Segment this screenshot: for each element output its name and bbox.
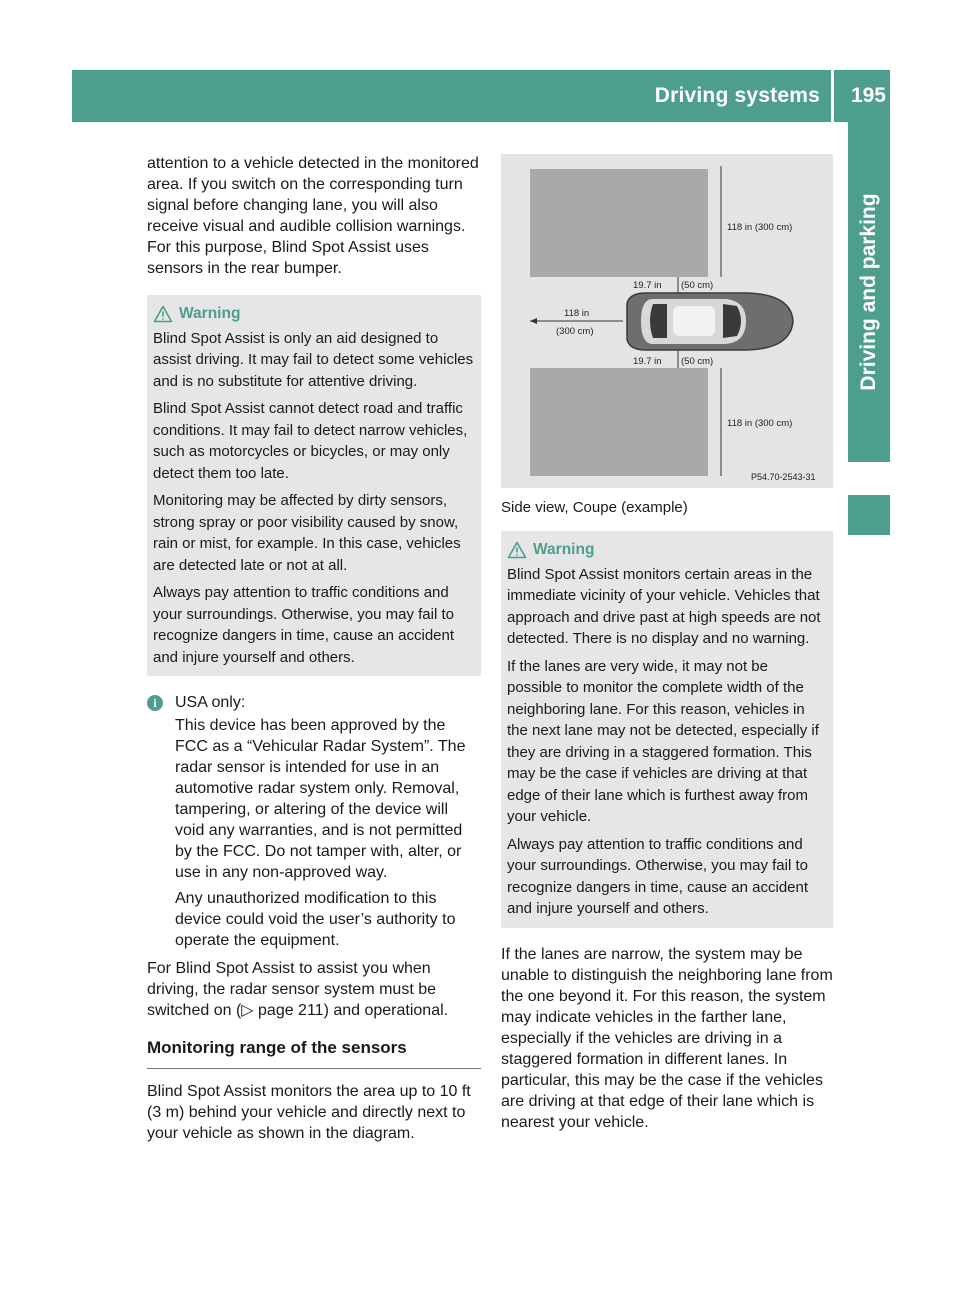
right-column: [501, 497, 833, 1133]
warning-triangle-icon: [507, 541, 527, 559]
dim-label-gap-bottom-metric: (50 cm): [681, 356, 714, 367]
side-tab-marker: [848, 495, 890, 535]
info-paragraph: This device has been approved by the FCC as a “Vehicular Radar System”. The radar sensor is intended for use in an automotive radar system only. Removal, tampering, or altering of the device will void any warranties, and is not permitted by the FCC. Do not tamper with, alter, or use in any non-approved way.: [175, 717, 466, 881]
diagram-svg: [501, 154, 833, 488]
figure-code: P54.70-2543-31: [751, 472, 816, 482]
header-divider: [831, 70, 834, 122]
dim-label-bottom-zone: 118 in (300 cm): [727, 418, 793, 429]
warning-paragraph: Blind Spot Assist is only an aid designed to assist driving. It may fail to detect some vehicles and is no substitute for attentive driving.: [153, 329, 474, 390]
chapter-title: Driving systems: [654, 84, 820, 107]
page-header: [72, 70, 890, 122]
page-number: 195: [850, 84, 886, 107]
intro-paragraph: attention to a vehicle detected in the monitored area. If you switch on the corresponding turn signal before changing lane, you will also receive visual and audible collision warnings. For this purpose, Blind Spot Assist uses sensors in the rear bumper.: [147, 155, 479, 277]
warning-triangle-icon: [153, 305, 173, 323]
warning-heading: [507, 539, 827, 561]
info-icon: i: [147, 695, 163, 711]
warning-label: Warning: [533, 541, 595, 558]
warning-paragraph: Always pay attention to traffic conditions and your surroundings. Otherwise, you may fail to recognize dangers in time, cause an accident and injure yourself and others.: [507, 835, 809, 917]
warning-paragraph: If the lanes are very wide, it may not be possible to monitor the complete width of the neighboring lane. For this reason, vehicles in the next lane may not be detected, especially if they are driving in a staggered formation. This may be the case if vehicles are driving at that edge of their lane which is furthest away from your vehicle.: [507, 657, 819, 825]
section-paragraph: Blind Spot Assist monitors the area up to 10 ft (3 m) behind your vehicle and directly next to your vehicle as shown in the diagram.: [147, 1083, 471, 1142]
info-heading: USA only:: [175, 694, 246, 711]
info-paragraph: Any unauthorized modification to this device could void the user’s authority to operate the equipment.: [175, 890, 456, 949]
warning-box: [501, 531, 833, 928]
dim-label-rear-metric: (300 cm): [556, 326, 594, 337]
car-top-view: [627, 293, 793, 350]
blind-spot-diagram: [501, 154, 833, 488]
info-body: [175, 692, 481, 956]
warning-paragraph: Monitoring may be affected by dirty sensors, strong spray or poor visibility caused by snow, rain or mist, for example. In this case, vehicles are detected late or not at all.: [153, 492, 461, 574]
dim-label-gap-top-metric: (50 cm): [681, 280, 714, 291]
dim-label-gap-top: 19.7 in: [633, 280, 662, 291]
warning-paragraph: Blind Spot Assist monitors certain areas in the immediate vicinity of your vehicle. Vehicles that approach and drive past at high speeds are not detected. There is no display and no warning.: [507, 565, 821, 647]
dim-label-rear: 118 in: [564, 308, 590, 319]
warning-paragraph: Always pay attention to traffic conditions and your surroundings. Otherwise, you may fail to recognize dangers in time, cause an accident and injure yourself and others.: [153, 584, 455, 666]
side-tab-label-wrap: [848, 122, 890, 462]
side-tab-label: Driving and parking: [857, 193, 880, 391]
activation-paragraph: For Blind Spot Assist to assist you when driving, the radar sensor system must be switched on (▷ page 211) and operational.: [147, 960, 449, 1019]
figure-caption: Side view, Coupe (example): [501, 499, 688, 516]
warning-box: [147, 295, 481, 676]
section-heading: Monitoring range of the sensors: [147, 1037, 481, 1069]
dim-label-gap-bottom: 19.7 in: [633, 356, 662, 367]
dim-label-top-zone: 118 in (300 cm): [727, 222, 793, 233]
warning-paragraph: Blind Spot Assist cannot detect road and traffic conditions. It may fail to detect narrow vehicles, such as motorcycles or bicycles, or may only detect them too late.: [153, 400, 468, 482]
monitored-zone-lower: [530, 368, 708, 476]
warning-heading: [153, 303, 475, 325]
info-note: [147, 692, 481, 956]
warning-label: Warning: [179, 305, 241, 322]
closing-paragraph: If the lanes are narrow, the system may be unable to distinguish the neighboring lane from the one beyond it. For this reason, the system may indicate vehicles in the farther lane, especially if the vehicles are driving in a staggered formation in different lanes. In particular, this may be the case if the vehicles are driving at that edge of their lane which is nearest your vehicle.: [501, 945, 833, 1131]
monitored-zone-upper: [530, 169, 708, 277]
left-column: [147, 153, 481, 1144]
